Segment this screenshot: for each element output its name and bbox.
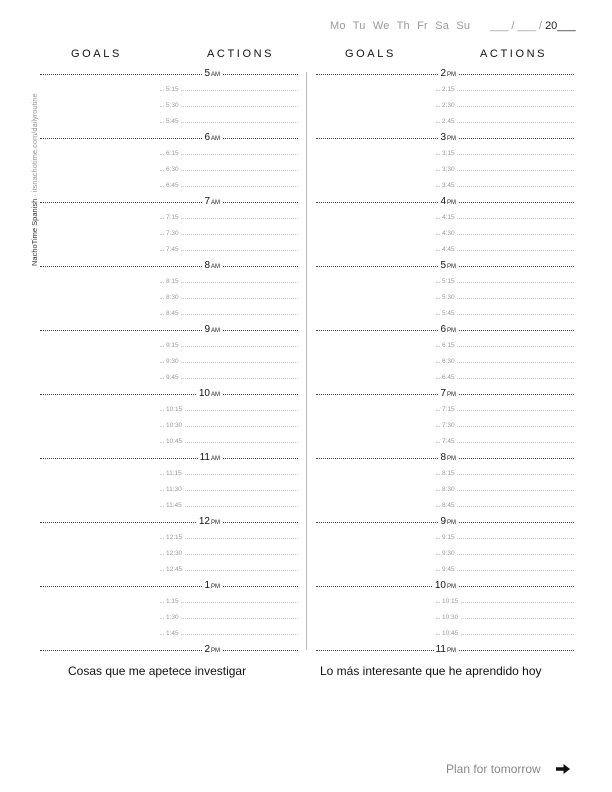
hour-number: 5 [204, 68, 210, 79]
quarter-label: 11:45 [164, 500, 184, 512]
quarter-row[interactable] [160, 628, 298, 640]
hour-label [197, 516, 222, 528]
hour-rule [40, 202, 298, 203]
quarter-label: 5:30 [164, 100, 181, 112]
ampm-label: PM [447, 264, 456, 270]
quarter-label: 8:15 [440, 468, 457, 480]
hour-number: 7 [440, 388, 446, 399]
quarter-label: 9:15 [440, 532, 457, 544]
hour-number: 10 [434, 580, 446, 591]
quarter-label: 4:15 [440, 212, 457, 224]
quarter-label: 10:30 [440, 612, 460, 624]
quarter-rule [160, 250, 298, 251]
hour-row[interactable] [316, 68, 574, 80]
ampm-label: AM [211, 456, 220, 462]
quarter-row[interactable] [160, 596, 298, 608]
quarter-label: 10:15 [440, 596, 460, 608]
quarter-rule [436, 282, 574, 283]
quarter-rule [436, 218, 574, 219]
quarter-rule [160, 122, 298, 123]
ampm-label: PM [211, 584, 220, 590]
hour-label [202, 68, 222, 80]
ampm-label: PM [447, 72, 456, 78]
ampm-label: AM [211, 200, 220, 206]
date-field[interactable] [490, 20, 576, 32]
hour-label [438, 516, 458, 528]
quarter-label: 8:15 [164, 276, 181, 288]
quarter-rule [160, 282, 298, 283]
hour-row[interactable] [316, 324, 574, 336]
quarter-label: 8:30 [440, 484, 457, 496]
hour-label [438, 260, 458, 272]
ampm-label: AM [211, 264, 220, 270]
quarter-rule [436, 170, 574, 171]
brand-url: · itsnachotime.com/dailyroutine [30, 93, 39, 199]
ampm-label: PM [447, 392, 456, 398]
quarter-rule [160, 346, 298, 347]
ampm-label: PM [211, 520, 220, 526]
hour-row[interactable] [316, 132, 574, 144]
right-arrow-icon[interactable] [556, 764, 570, 774]
quarter-rule [436, 234, 574, 235]
hour-row[interactable] [40, 260, 298, 272]
hour-row[interactable] [316, 580, 574, 592]
quarter-label: 3:45 [440, 180, 457, 192]
quarter-row[interactable] [436, 292, 574, 304]
hour-label [202, 580, 222, 592]
quarter-label: 11:30 [164, 484, 184, 496]
hour-number: 3 [440, 132, 446, 143]
hour-number: 6 [440, 324, 446, 335]
quarter-label: 4:30 [440, 228, 457, 240]
quarter-row[interactable] [436, 180, 574, 192]
hour-rule [40, 330, 298, 331]
quarter-label: 6:15 [440, 340, 457, 352]
hour-number: 4 [440, 196, 446, 207]
hour-row[interactable] [316, 516, 574, 528]
quarter-row[interactable] [436, 372, 574, 384]
left-actions-heading: ACTIONS [207, 48, 275, 60]
quarter-label: 12:45 [164, 564, 184, 576]
hour-row[interactable] [40, 132, 298, 144]
quarter-row[interactable] [160, 84, 298, 96]
hour-label [438, 68, 458, 80]
quarter-label: 3:30 [440, 164, 457, 176]
quarter-row[interactable] [160, 292, 298, 304]
quarter-rule [436, 362, 574, 363]
quarter-label: 7:15 [440, 404, 457, 416]
quarter-label: 6:45 [164, 180, 181, 192]
quarter-rule [160, 602, 298, 603]
quarter-label: 1:30 [164, 612, 181, 624]
ampm-label: PM [447, 456, 456, 462]
quarter-label: 9:15 [164, 340, 181, 352]
hour-label [202, 260, 222, 272]
hour-row[interactable] [316, 196, 574, 208]
weekday-selector [330, 20, 474, 32]
hour-number: 9 [204, 324, 210, 335]
quarter-label: 6:15 [164, 148, 181, 160]
quarter-label: 10:45 [440, 628, 460, 640]
quarter-row[interactable] [436, 468, 574, 480]
quarter-rule [436, 122, 574, 123]
hour-row[interactable] [40, 452, 298, 464]
hour-number: 7 [204, 196, 210, 207]
quarter-row[interactable] [160, 116, 298, 128]
hour-label [438, 324, 458, 336]
hour-number: 11 [435, 644, 446, 655]
ampm-label: PM [211, 648, 220, 654]
quarter-row[interactable] [160, 436, 298, 448]
hour-number: 6 [204, 132, 210, 143]
quarter-label: 2:30 [440, 100, 457, 112]
quarter-label: 12:30 [164, 548, 184, 560]
quarter-label: 2:15 [440, 84, 457, 96]
quarter-rule [160, 90, 298, 91]
brand-name: NachoTime Spanish [30, 198, 39, 266]
hour-row[interactable] [40, 644, 298, 656]
hour-number: 2 [204, 644, 210, 655]
quarter-row[interactable] [436, 564, 574, 576]
quarter-row[interactable] [160, 564, 298, 576]
quarter-row[interactable] [436, 484, 574, 496]
quarter-row[interactable] [436, 276, 574, 288]
quarter-rule [436, 90, 574, 91]
quarter-label: 5:15 [440, 276, 457, 288]
quarter-label: 6:30 [440, 356, 457, 368]
quarter-label: 8:45 [440, 500, 457, 512]
quarter-label: 10:15 [164, 404, 184, 416]
research-prompt: Cosas que me apetece investigar [68, 664, 247, 678]
quarter-label: 5:15 [164, 84, 181, 96]
quarter-row[interactable] [436, 356, 574, 368]
weekday-th[interactable]: Th [396, 20, 410, 32]
hour-number: 8 [204, 260, 210, 271]
quarter-row[interactable] [160, 468, 298, 480]
quarter-label: 1:15 [164, 596, 181, 608]
quarter-row[interactable] [436, 164, 574, 176]
weekday-we[interactable]: We [372, 20, 390, 32]
quarter-rule [160, 154, 298, 155]
hour-label [433, 580, 458, 592]
hour-label [438, 196, 458, 208]
quarter-rule [160, 234, 298, 235]
hour-number: 5 [440, 260, 446, 271]
hour-number: 1 [204, 580, 210, 591]
quarter-row[interactable] [160, 500, 298, 512]
weekday-sa[interactable]: Sa [435, 20, 450, 32]
quarter-label: 7:45 [440, 436, 457, 448]
quarter-rule [436, 538, 574, 539]
quarter-row[interactable] [436, 420, 574, 432]
quarter-row[interactable] [436, 548, 574, 560]
ampm-label: AM [211, 392, 220, 398]
plan-for-tomorrow-link[interactable]: Plan for tomorrow [446, 762, 541, 776]
quarter-rule [436, 346, 574, 347]
quarter-rule [160, 186, 298, 187]
quarter-row[interactable] [160, 612, 298, 624]
quarter-label: 8:45 [164, 308, 181, 320]
right-goals-heading: GOALS [345, 48, 396, 60]
hour-number: 9 [440, 516, 446, 527]
quarter-label: 8:30 [164, 292, 181, 304]
hour-row[interactable] [40, 388, 298, 400]
quarter-row[interactable] [436, 212, 574, 224]
quarter-row[interactable] [436, 244, 574, 256]
quarter-label: 12:15 [164, 532, 184, 544]
quarter-row[interactable] [436, 596, 574, 608]
quarter-label: 5:30 [440, 292, 457, 304]
quarter-label: 10:30 [164, 420, 184, 432]
hour-row[interactable] [316, 644, 574, 656]
hour-number: 12 [198, 516, 210, 527]
hour-rule [40, 394, 298, 395]
hour-number: 8 [440, 452, 446, 463]
hour-label [202, 196, 222, 208]
quarter-rule [160, 298, 298, 299]
ampm-label: PM [447, 584, 456, 590]
hour-label [202, 644, 222, 656]
hour-label [202, 324, 222, 336]
quarter-row[interactable] [436, 148, 574, 160]
hour-rule [40, 74, 298, 75]
hour-row[interactable] [40, 580, 298, 592]
sidebar-credit [30, 93, 39, 266]
quarter-row[interactable] [436, 308, 574, 320]
hour-label [198, 452, 222, 464]
quarter-row[interactable] [160, 180, 298, 192]
quarter-row[interactable] [436, 116, 574, 128]
quarter-label: 3:15 [440, 148, 457, 160]
ampm-label: PM [447, 520, 456, 526]
quarter-row[interactable] [160, 100, 298, 112]
quarter-label: 9:45 [164, 372, 181, 384]
quarter-row[interactable] [160, 212, 298, 224]
quarter-row[interactable] [160, 340, 298, 352]
quarter-rule [436, 378, 574, 379]
quarter-rule [160, 634, 298, 635]
quarter-row[interactable] [160, 372, 298, 384]
quarter-row[interactable] [160, 404, 298, 416]
quarter-rule [436, 570, 574, 571]
quarter-label: 2:45 [440, 116, 457, 128]
quarter-rule [160, 170, 298, 171]
ampm-label: PM [447, 200, 456, 206]
hour-row[interactable] [40, 516, 298, 528]
hour-label [434, 644, 458, 656]
quarter-label: 7:45 [164, 244, 181, 256]
quarter-rule [160, 314, 298, 315]
quarter-label: 6:45 [440, 372, 457, 384]
hour-number: 11 [199, 452, 210, 463]
hour-row[interactable] [316, 388, 574, 400]
hour-rule [40, 650, 298, 651]
quarter-row[interactable] [436, 628, 574, 640]
quarter-rule [436, 554, 574, 555]
hour-row[interactable] [316, 260, 574, 272]
hour-row[interactable] [316, 452, 574, 464]
ampm-label: AM [211, 328, 220, 334]
quarter-row[interactable] [436, 500, 574, 512]
quarter-row[interactable] [160, 420, 298, 432]
quarter-rule [160, 362, 298, 363]
hour-rule [40, 138, 298, 139]
weekday-fr[interactable]: Fr [417, 20, 428, 32]
quarter-label: 9:30 [164, 356, 181, 368]
hour-rule [40, 266, 298, 267]
quarter-rule [160, 218, 298, 219]
ampm-label: AM [211, 136, 220, 142]
quarter-row[interactable] [436, 100, 574, 112]
quarter-row[interactable] [160, 548, 298, 560]
ampm-label: AM [211, 72, 220, 78]
quarter-row[interactable] [160, 308, 298, 320]
quarter-rule [436, 410, 574, 411]
hour-label [438, 388, 458, 400]
quarter-rule [436, 442, 574, 443]
hour-rule [40, 586, 298, 587]
quarter-rule [160, 618, 298, 619]
quarter-rule [436, 314, 574, 315]
hour-row[interactable] [40, 68, 298, 80]
quarter-label: 5:45 [164, 116, 181, 128]
quarter-rule [160, 378, 298, 379]
ampm-label: PM [447, 136, 456, 142]
quarter-label: 7:30 [164, 228, 181, 240]
hour-row[interactable] [40, 324, 298, 336]
quarter-rule [436, 490, 574, 491]
quarter-row[interactable] [436, 436, 574, 448]
quarter-row[interactable] [160, 164, 298, 176]
quarter-row[interactable] [160, 148, 298, 160]
weekday-mo[interactable]: Mo [330, 20, 346, 32]
quarter-rule [436, 298, 574, 299]
quarter-row[interactable] [160, 532, 298, 544]
quarter-row[interactable] [160, 228, 298, 240]
quarter-row[interactable] [160, 244, 298, 256]
weekday-tu[interactable]: Tu [352, 20, 366, 32]
ampm-label: PM [447, 648, 456, 654]
hour-rule [40, 458, 298, 459]
quarter-label: 11:15 [164, 468, 184, 480]
quarter-rule [436, 106, 574, 107]
quarter-row[interactable] [436, 612, 574, 624]
quarter-label: 9:45 [440, 564, 457, 576]
hour-label [438, 452, 458, 464]
quarter-label: 9:30 [440, 548, 457, 560]
hour-row[interactable] [40, 196, 298, 208]
quarter-row[interactable] [436, 532, 574, 544]
quarter-row[interactable] [160, 356, 298, 368]
quarter-label: 10:45 [164, 436, 184, 448]
quarter-rule [160, 106, 298, 107]
hour-rule [40, 522, 298, 523]
quarter-rule [436, 506, 574, 507]
hour-label [202, 132, 222, 144]
quarter-row[interactable] [160, 276, 298, 288]
weekday-su[interactable]: Su [456, 20, 471, 32]
ampm-label: PM [447, 328, 456, 334]
quarter-rule [436, 154, 574, 155]
quarter-row[interactable] [436, 228, 574, 240]
hour-label [438, 132, 458, 144]
hour-number: 2 [440, 68, 446, 79]
quarter-rule [436, 426, 574, 427]
quarter-label: 1:45 [164, 628, 181, 640]
quarter-row[interactable] [436, 404, 574, 416]
quarter-label: 6:30 [164, 164, 181, 176]
right-actions-heading: ACTIONS [480, 48, 548, 60]
quarter-rule [436, 250, 574, 251]
date-blanks[interactable]: ___ / ___ / [490, 20, 542, 32]
left-goals-heading: GOALS [71, 48, 122, 60]
learned-today-prompt: Lo más interesante que he aprendido hoy [320, 664, 542, 678]
column-divider [306, 72, 307, 650]
quarter-row[interactable] [160, 484, 298, 496]
quarter-row[interactable] [436, 84, 574, 96]
quarter-rule [436, 186, 574, 187]
hour-number: 10 [198, 388, 210, 399]
quarter-rule [436, 474, 574, 475]
quarter-label: 5:45 [440, 308, 457, 320]
quarter-label: 7:30 [440, 420, 457, 432]
quarter-label: 7:15 [164, 212, 181, 224]
quarter-label: 4:45 [440, 244, 457, 256]
hour-label [197, 388, 222, 400]
date-year[interactable]: 20___ [545, 20, 576, 32]
quarter-row[interactable] [436, 340, 574, 352]
